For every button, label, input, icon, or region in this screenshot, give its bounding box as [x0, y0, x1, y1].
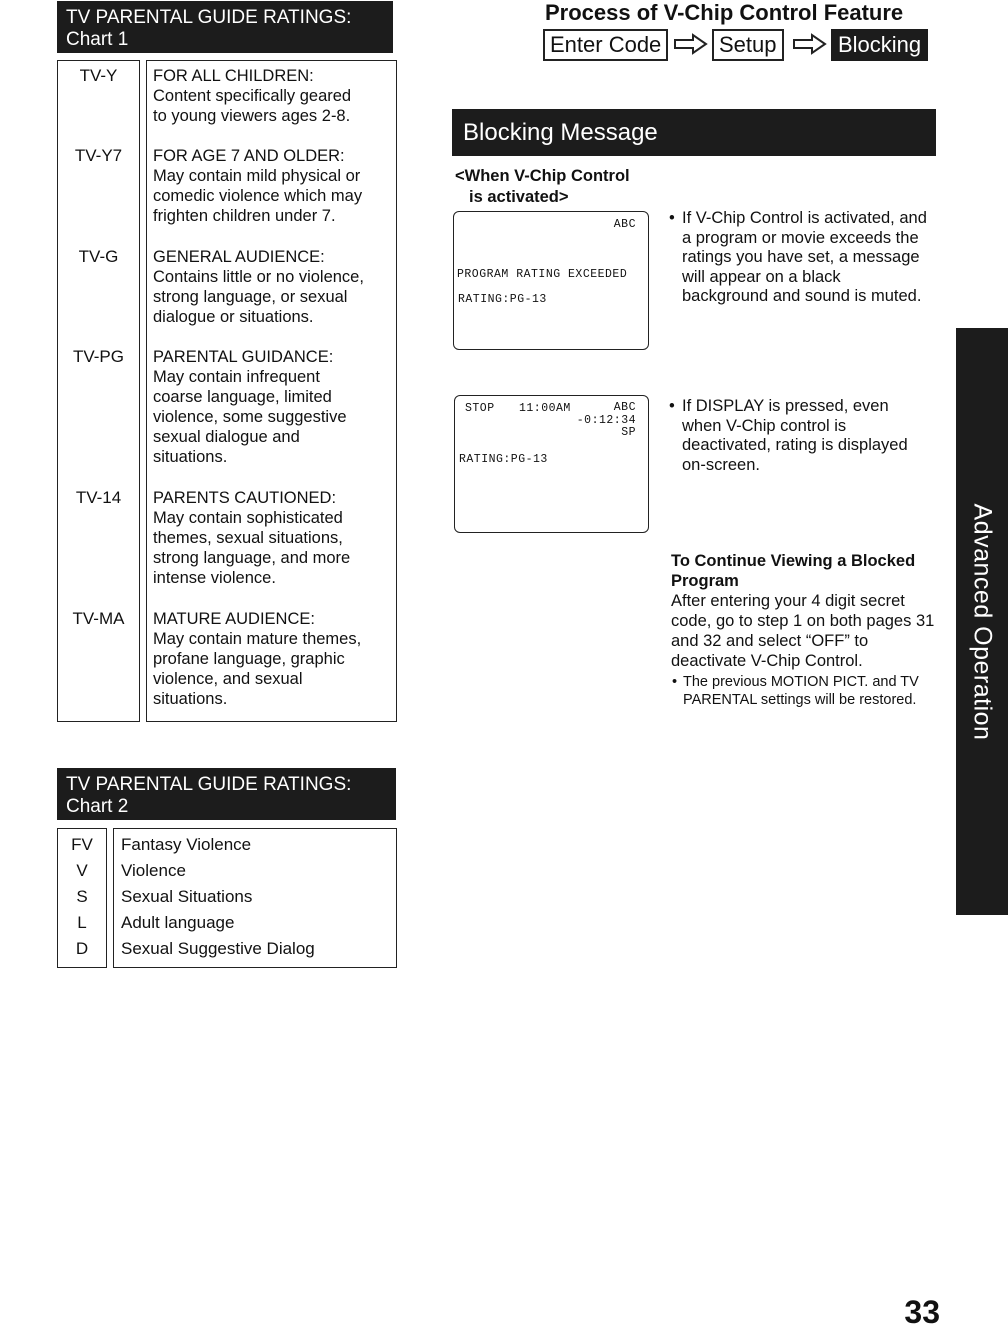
- rating-code: TV-Y: [79, 66, 118, 85]
- rating-desc: PARENTAL GUIDANCE: May contain infrequent coarse language, limited violence, some suggestive sexual dialogue and situations.: [153, 348, 347, 466]
- screen-channel: ABC: [613, 401, 636, 414]
- content-code: D: [75, 939, 89, 958]
- tv-screen-blocked: [453, 211, 649, 350]
- chart1-title: TV PARENTAL GUIDE RATINGS:: [66, 7, 352, 28]
- rating-code: TV-PG: [72, 347, 124, 366]
- chart1-subtitle: Chart 1: [66, 29, 129, 50]
- side-tab-label: Advanced Operation: [968, 503, 997, 740]
- step-blocking: Blocking: [831, 29, 928, 61]
- chart1-header: [57, 1, 393, 53]
- continue-viewing-title: To Continue Viewing a Blocked Program: [671, 552, 916, 590]
- when-label-line2: is activated>: [469, 188, 569, 206]
- chart1-table: [57, 60, 397, 722]
- rating-code: TV-Y7: [74, 146, 123, 165]
- rating-desc: FOR AGE 7 AND OLDER: May contain mild physical or comedic violence which may frighten children under 7.: [153, 147, 363, 225]
- rating-code: TV-14: [75, 488, 122, 507]
- chart2-title: TV PARENTAL GUIDE RATINGS:: [66, 774, 352, 795]
- chart2-header: [57, 768, 396, 820]
- when-label-line1: <When V-Chip Control: [455, 167, 630, 185]
- continue-viewing-body: After entering your 4 digit secret code, go to step 1 on both pages 31 and 32 and select “OFF” to deactivate V-Chip Control.: [671, 592, 935, 670]
- screen-rating: RATING:PG-13: [459, 453, 548, 466]
- page-number: 33: [904, 1294, 940, 1330]
- rating-desc: MATURE AUDIENCE: May contain mature themes, profane language, graphic violence, and sexual situations.: [153, 610, 362, 708]
- chart2-table: [57, 828, 397, 968]
- blocking-message-header: Blocking Message: [452, 109, 936, 156]
- process-title: Process of V-Chip Control Feature: [545, 0, 904, 25]
- step-enter-code: Enter Code: [543, 29, 668, 61]
- content-code: S: [76, 887, 88, 906]
- bullet-display-info: • If DISPLAY is pressed, even when V-Chip control is deactivated, rating is displayed on-screen.: [669, 397, 929, 475]
- note-text: The previous MOTION PICT. and TV PARENTAL settings will be restored.: [683, 674, 919, 708]
- rating-code: TV-MA: [72, 609, 125, 628]
- screen-time: 11:00AM: [519, 402, 571, 415]
- content-desc: Fantasy Violence: [121, 835, 252, 854]
- section-side-tab: [956, 328, 1008, 915]
- rating-code: TV-G: [78, 247, 119, 266]
- when-activated-label: [455, 166, 630, 208]
- right-arrow-icon: [792, 32, 828, 56]
- content-desc: Sexual Suggestive Dialog: [121, 939, 315, 958]
- tv-screen-display: [454, 395, 649, 533]
- chart2-subtitle: Chart 2: [66, 796, 129, 817]
- content-code: FV: [71, 835, 93, 854]
- screen-counter: -0:12:34: [576, 414, 636, 427]
- screen-channel: ABC: [613, 218, 636, 231]
- rating-desc: FOR ALL CHILDREN: Content specifically geared to young viewers ages 2-8.: [153, 67, 352, 125]
- content-code: V: [76, 861, 88, 880]
- screen-speed: SP: [621, 426, 636, 439]
- right-arrow-icon: [673, 32, 709, 56]
- content-desc: Adult language: [121, 913, 235, 932]
- content-desc: Violence: [121, 861, 186, 880]
- bullet-text: If DISPLAY is pressed, even when V-Chip control is deactivated, rating is displayed on-screen.: [682, 397, 908, 474]
- rating-desc: PARENTS CAUTIONED: May contain sophisticated themes, sexual situations, strong language, and more intense violence.: [153, 489, 351, 587]
- rating-desc: GENERAL AUDIENCE: Contains little or no violence, strong language, or sexual dialogue or situations.: [153, 248, 364, 326]
- bullet-text: If V-Chip Control is activated, and a program or movie exceeds the ratings you have set, a message will appear on a black background and sound is muted.: [682, 209, 927, 305]
- bullet-blocked-info: • If V-Chip Control is activated, and a program or movie exceeds the ratings you have set, a message will appear on a black background and sound is muted.: [669, 209, 929, 307]
- step-setup: Setup: [712, 29, 784, 61]
- continue-viewing-note: • The previous MOTION PICT. and TV PARENTAL settings will be restored.: [672, 674, 942, 709]
- screen-message: PROGRAM RATING EXCEEDED: [457, 268, 628, 281]
- screen-status: STOP: [465, 402, 495, 415]
- content-desc: Sexual Situations: [121, 887, 253, 906]
- content-code: L: [77, 913, 87, 932]
- screen-rating: RATING:PG-13: [458, 293, 547, 306]
